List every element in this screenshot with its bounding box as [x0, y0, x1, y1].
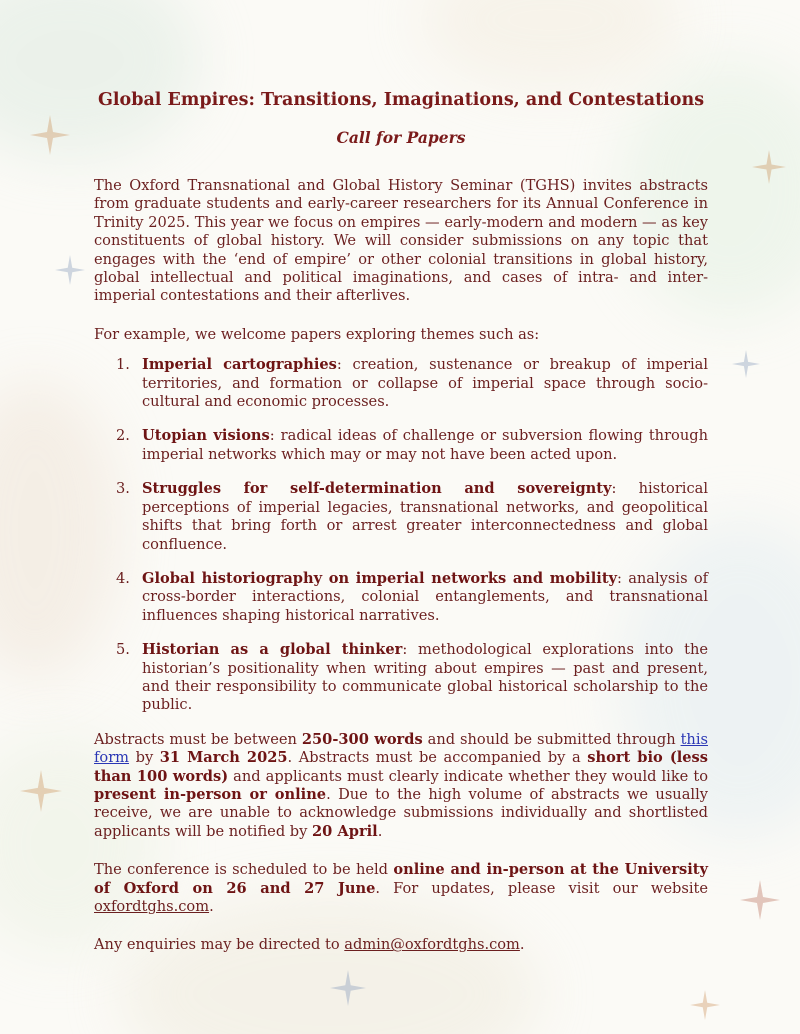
word-limit: 250-300 words	[301, 730, 423, 748]
themes-lead: For example, we welcome papers exploring themes such as:	[94, 325, 540, 343]
compass-rose-icon	[20, 770, 62, 812]
intro-paragraph: The Oxford Transnational and Global History Seminar (TGHS) invites abstracts from graduate students and early-career researchers for its Annual Conference in Trinity 2025. This year we focus on empires — early-modern and modern — as key constituents of global history. We will consider submissions on any topic that engages with the ‘end of empire’ or other colonial transitions in global history, global intellectual and political imaginations, and cases of intra- and inter-imperial contestations and their afterlives.	[94, 177, 708, 305]
page-subtitle: Call for Papers	[336, 128, 466, 147]
theme-item	[94, 570, 708, 625]
abstracts-paragraph: Abstracts must be between 250-300 words and should be submitted through this form by 31 March 2025. Abstracts must be accompanied by a short bio (less than 100 words) and applicants must clearly indicate whether they would like to present in-person or online. Due to the high volume of abstracts we usually receive, we are unable to acknowledge submissions individually and shortlisted applicants will be notified by 20 April.	[94, 730, 708, 840]
theme-number: 1.	[116, 356, 130, 374]
theme-item	[94, 356, 708, 411]
compass-rose-icon	[740, 880, 780, 920]
compass-rose-icon	[330, 970, 366, 1006]
page-title: Global Empires: Transitions, Imaginations, and Contestations	[97, 90, 705, 110]
theme-title: Struggles for self-determination and sovereignty	[142, 480, 612, 498]
theme-title: Utopian visions	[142, 427, 270, 445]
compass-rose-icon	[690, 990, 720, 1020]
theme-item	[94, 641, 708, 715]
bio-requirement: short bio (less than 100 words)	[94, 749, 708, 785]
submission-form-link[interactable]: this form	[94, 730, 708, 767]
call-for-papers-document	[94, 90, 708, 955]
theme-number: 5.	[116, 641, 130, 659]
compass-rose-icon	[732, 350, 760, 378]
conference-paragraph: The conference is scheduled to be held online and in-person at the University of Oxford on 26 and 27 June. For updates, please visit our website oxfordtghs.com.	[94, 861, 708, 915]
theme-description: : historical perceptions of imperial legacies, transnational networks, and geopolitical shifts that bring forth or arrest greater interconnectedness and global confluence.	[142, 480, 709, 553]
theme-item	[94, 427, 708, 464]
theme-number: 3.	[116, 480, 130, 498]
compass-rose-icon	[30, 115, 70, 155]
compass-rose-icon	[752, 150, 786, 184]
theme-title: Historian as a global thinker	[142, 641, 403, 659]
deadline: 31 March 2025	[159, 749, 288, 767]
theme-item	[94, 480, 708, 554]
theme-title: Global historiography on imperial networks and mobility	[142, 569, 618, 587]
compass-rose-icon	[55, 255, 85, 285]
website-link[interactable]: oxfordtghs.com	[94, 898, 210, 915]
enquiries-paragraph: Any enquiries may be directed to admin@oxfordtghs.com.	[94, 936, 525, 954]
theme-description: : analysis of cross-border interactions, colonial entanglements, and transnational influences shaping historical narratives.	[142, 569, 709, 624]
theme-title: Imperial cartographies	[142, 356, 337, 374]
presentation-mode: present in-person or online	[94, 785, 327, 803]
theme-description: : methodological explorations into the historian’s positionality when writing about empires — past and present, and their responsibility to communicate global historical scholarship to the public.	[142, 641, 708, 714]
themes-list	[94, 356, 708, 715]
theme-description: : creation, sustenance or breakup of imperial territories, and formation or collapse of imperial space through socio-cultural and economic processes.	[142, 356, 708, 411]
theme-description: : radical ideas of challenge or subversion flowing through imperial networks which may or may not have been acted upon.	[142, 427, 708, 463]
theme-number: 4.	[116, 569, 130, 587]
email-link[interactable]: admin@oxfordtghs.com	[344, 936, 520, 954]
notification-date: 20 April	[312, 822, 378, 840]
theme-number: 2.	[116, 427, 130, 445]
conference-location-date: online and in-person at the University of Oxford on 26 and 27 June	[94, 861, 708, 897]
